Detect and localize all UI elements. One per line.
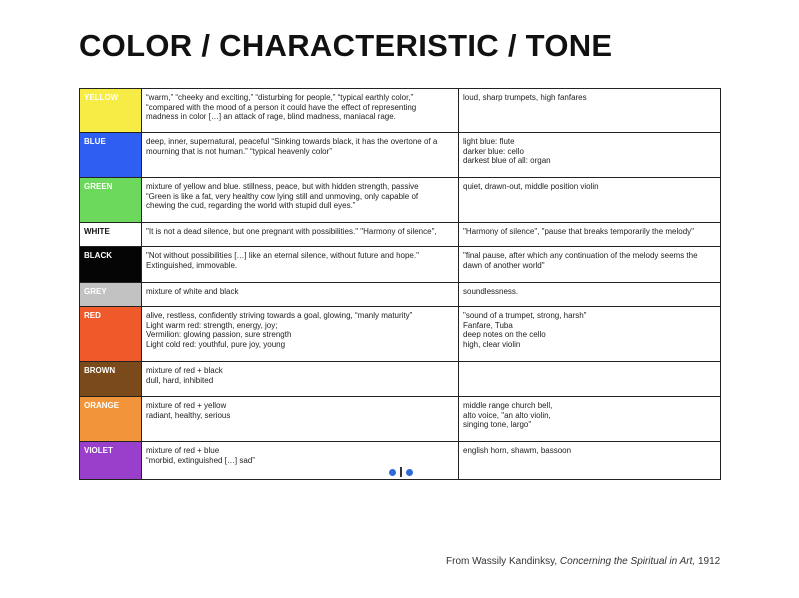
characteristic-line: dull, hard, inhibited: [146, 375, 214, 385]
color-swatch-blue: [80, 133, 142, 178]
tone-cell: [459, 133, 721, 178]
characteristic-line: chewing the cud, regarding the world with stupid dull eyes.”: [146, 201, 356, 210]
tone-cell: [459, 223, 721, 247]
characteristic-line: mixture of red + blue: [146, 446, 220, 455]
tone-line: deep notes on the cello: [463, 330, 546, 339]
tone-line: "Harmony of silence", "pause that breaks temporarily the melody": [463, 227, 695, 236]
characteristic-cell: [142, 362, 459, 397]
tone-line: loud, sharp trumpets, high fanfares: [463, 93, 587, 102]
characteristic-cell: [142, 247, 459, 283]
tone-line: light blue: flute: [463, 137, 515, 146]
table-row: [80, 283, 721, 307]
color-table: [79, 88, 721, 480]
color-name: GREEN: [84, 182, 113, 191]
tone-cell: [459, 397, 721, 442]
tone-line: soundlessness.: [463, 287, 519, 296]
tone-cell: [459, 442, 721, 480]
tone-line: "sound of a trumpet, strong, harsh": [463, 311, 587, 320]
tone-cell: [459, 247, 721, 283]
color-swatch-orange: [80, 397, 142, 442]
characteristic-line: mixture of white and black: [146, 287, 239, 296]
color-swatch-black: [80, 247, 142, 283]
characteristic-line: “compared with the mood of a person it could have the effect of representing: [146, 102, 417, 112]
tone-line: english horn, shawm, bassoon: [463, 446, 572, 455]
table-row: [80, 223, 721, 247]
citation-year: 1912: [695, 556, 721, 567]
characteristic-line: mixture of red + black: [146, 366, 223, 375]
characteristic-line: "Not without possibilities […] like an eternal silence, without future and hope.": [146, 251, 419, 260]
text-cursor-handle[interactable]: [389, 466, 413, 478]
tone-cell: [459, 178, 721, 223]
color-name: RED: [84, 311, 101, 320]
color-name: WHITE: [84, 227, 110, 236]
characteristic-line: madness in color […] an attack of rage, blind madness, maniacal rage.: [146, 112, 396, 121]
characteristic-line: mixture of yellow and blue. stillness, peace, but with hidden strength, passive: [146, 182, 419, 191]
characteristic-line: “morbid, extinguished […] sad”: [146, 455, 255, 465]
color-swatch-green: [80, 178, 142, 223]
citation-work-title: Concerning the Spiritual in Art,: [559, 556, 696, 567]
tone-line: middle range church bell,: [463, 401, 553, 410]
selection-handle-left-icon[interactable]: [389, 469, 396, 476]
tone-line: darkest blue of all: organ: [463, 156, 551, 165]
tone-cell: [459, 362, 721, 397]
tone-line: "final pause, after which any continuation of the melody seems the: [463, 251, 698, 260]
characteristic-line: “warm,” “cheeky and exciting,” “disturbing for people,” “typical earthly color,”: [146, 93, 414, 102]
characteristic-line: Light warm red: strength, energy, joy;: [146, 320, 278, 330]
color-name: YELLOW: [84, 93, 119, 102]
page-title: COLOR / CHARACTERISTIC / TONE: [79, 28, 613, 63]
text-cursor-icon: [400, 467, 402, 477]
color-name: GREY: [84, 287, 107, 296]
characteristic-cell: [142, 178, 459, 223]
color-swatch-yellow: [80, 89, 142, 133]
tone-line: quiet, drawn-out, middle position violin: [463, 182, 599, 191]
characteristic-line: mixture of red + yellow: [146, 401, 227, 410]
table-row: [80, 247, 721, 283]
color-name: ORANGE: [84, 401, 120, 410]
citation-prefix: From Wassily Kandinksy,: [446, 556, 560, 567]
table-row: [80, 89, 721, 133]
characteristic-line: Extinguished, immovable.: [146, 260, 238, 270]
characteristic-cell: [142, 283, 459, 307]
color-swatch-brown: [80, 362, 142, 397]
characteristic-cell: [142, 89, 459, 133]
color-name: BROWN: [84, 366, 116, 375]
color-swatch-white: [80, 223, 142, 247]
characteristic-line: "It is not a dead silence, but one pregnant with possibilities." "Harmony of silence",: [146, 227, 437, 236]
color-name: BLACK: [84, 251, 112, 260]
tone-line: singing tone, largo": [463, 420, 532, 429]
tone-cell: [459, 307, 721, 362]
tone-line: dawn of another world": [463, 260, 545, 270]
table-body: [80, 89, 721, 480]
characteristic-line: Light cold red: youthful, pure joy, young: [146, 339, 286, 349]
characteristic-cell: [142, 307, 459, 362]
color-name: VIOLET: [84, 446, 113, 455]
tone-cell: [459, 283, 721, 307]
characteristic-line: “Green is like a fat, very healthy cow lying still and unmoving, only capable of: [146, 191, 419, 201]
table-row: [80, 397, 721, 442]
tone-line: Fanfare, Tuba: [463, 320, 513, 330]
tone-cell: [459, 89, 721, 133]
characteristic-line: deep, inner, supernatural, peaceful “Sinking towards black, it has the overtone of a: [146, 137, 438, 146]
color-swatch-red: [80, 307, 142, 362]
characteristic-line: mourning that is not human.” “typical heavenly color”: [146, 146, 332, 156]
tone-line: darker blue: cello: [463, 146, 524, 156]
color-swatch-grey: [80, 283, 142, 307]
characteristic-line: radiant, healthy, serious: [146, 410, 231, 420]
characteristic-cell: [142, 397, 459, 442]
color-name: BLUE: [84, 137, 106, 146]
table-row: [80, 133, 721, 178]
characteristic-line: alive, restless, confidently striving towards a goal, glowing, “manly maturity”: [146, 311, 413, 320]
tone-line: alto voice, "an alto violin,: [463, 410, 551, 420]
selection-handle-right-icon[interactable]: [406, 469, 413, 476]
source-citation: [446, 556, 720, 567]
characteristic-cell: [142, 133, 459, 178]
characteristic-line: Vermilion: glowing passion, sure strength: [146, 330, 292, 339]
table-row: [80, 178, 721, 223]
table-row: [80, 362, 721, 397]
tone-line: high, clear violin: [463, 339, 521, 349]
table-row: [80, 307, 721, 362]
color-swatch-violet: [80, 442, 142, 480]
characteristic-cell: [142, 223, 459, 247]
